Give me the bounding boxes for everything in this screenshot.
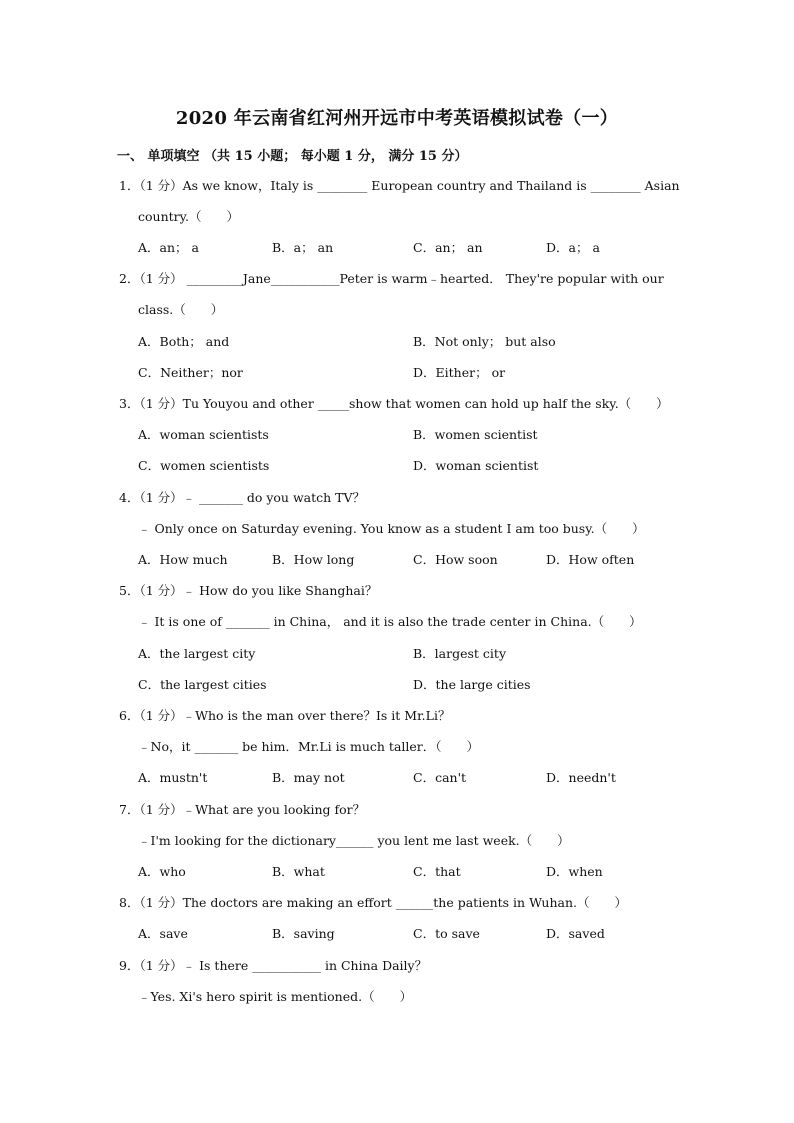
q2-option-d[interactable]: D．Either； or bbox=[413, 365, 506, 380]
question-6-line-1: 6．（1 分）﹣Who is the man over there？Is it Mr.Li？ bbox=[119, 708, 451, 723]
q7-option-b[interactable]: B．what bbox=[272, 864, 325, 879]
section-heading: 一、 单项填空 （共 15 小题； 每小题 1 分， 满分 15 分） bbox=[117, 149, 468, 164]
question-4-line-1: 4．（1 分）﹣ _______ do you watch TV？ bbox=[119, 490, 366, 505]
question-6-line-2: ﹣No，it _______ be him．Mr.Li is much taller．（ ） bbox=[138, 739, 480, 754]
question-2-line-2: class.（ ） bbox=[138, 302, 224, 317]
question-8-line-1: 8．（1 分）The doctors are making an effort ______the patients in Wuhan.（ ） bbox=[119, 895, 628, 910]
q2-option-b[interactable]: B．Not only； but also bbox=[413, 334, 556, 349]
q4-option-b[interactable]: B．How long bbox=[272, 552, 355, 567]
q2-option-a[interactable]: A．Both； and bbox=[138, 334, 230, 349]
q3-option-d[interactable]: D．woman scientist bbox=[413, 458, 539, 473]
exam-title: 2020 年云南省红河州开远市中考英语模拟试卷（一） bbox=[175, 108, 619, 129]
question-7-line-2: ﹣I'm looking for the dictionary______ you lent me last week.（ ） bbox=[138, 833, 570, 848]
q1-option-a[interactable]: A．an； a bbox=[138, 240, 199, 255]
q5-option-d[interactable]: D．the large cities bbox=[413, 677, 531, 692]
q8-option-c[interactable]: C．to save bbox=[413, 926, 480, 941]
q6-option-d[interactable]: D．needn't bbox=[546, 770, 616, 785]
q3-option-b[interactable]: B．women scientist bbox=[413, 427, 538, 442]
question-5-line-2: ﹣ It is one of _______ in China， and it is also the trade center in China.（ ） bbox=[138, 614, 642, 629]
question-5-line-1: 5．（1 分）﹣ How do you like Shanghai？ bbox=[119, 583, 378, 598]
q6-option-a[interactable]: A．mustn't bbox=[138, 770, 208, 785]
question-7-line-1: 7．（1 分）﹣What are you looking for？ bbox=[119, 802, 366, 817]
question-9-line-1: 9．（1 分）﹣ Is there ___________ in China Daily？ bbox=[119, 958, 428, 973]
question-1-line-1: 1．（1 分）As we know，Italy is ________ European country and Thailand is ________ Asian bbox=[119, 178, 680, 193]
q8-option-a[interactable]: A．save bbox=[138, 926, 188, 941]
q4-option-d[interactable]: D．How often bbox=[546, 552, 635, 567]
question-4-line-2: ﹣ Only once on Saturday evening. You know as a student I am too busy.（ ） bbox=[138, 521, 645, 536]
q7-option-d[interactable]: D．when bbox=[546, 864, 603, 879]
question-2-line-1: 2．（1 分） _________Jane___________Peter is warm﹣hearted． They're popular with our bbox=[119, 271, 664, 286]
q8-option-b[interactable]: B．saving bbox=[272, 926, 335, 941]
q1-option-c[interactable]: C．an； an bbox=[413, 240, 483, 255]
question-3-line-1: 3．（1 分）Tu Youyou and other _____show that women can hold up half the sky.（ ） bbox=[119, 396, 669, 411]
q4-option-c[interactable]: C．How soon bbox=[413, 552, 498, 567]
q4-option-a[interactable]: A．How much bbox=[138, 552, 228, 567]
q3-option-a[interactable]: A．woman scientists bbox=[138, 427, 269, 442]
q5-option-a[interactable]: A．the largest city bbox=[138, 646, 256, 661]
q6-option-c[interactable]: C．can't bbox=[413, 770, 467, 785]
q7-option-a[interactable]: A．who bbox=[138, 864, 186, 879]
q7-option-c[interactable]: C．that bbox=[413, 864, 461, 879]
q6-option-b[interactable]: B．may not bbox=[272, 770, 345, 785]
q1-option-d[interactable]: D．a； a bbox=[546, 240, 600, 255]
q8-option-d[interactable]: D．saved bbox=[546, 926, 605, 941]
q5-option-b[interactable]: B．largest city bbox=[413, 646, 507, 661]
q5-option-c[interactable]: C．the largest cities bbox=[138, 677, 267, 692]
q2-option-c[interactable]: C．Neither；nor bbox=[138, 365, 243, 380]
question-9-line-2: ﹣Yes. Xi's hero spirit is mentioned.（ ） bbox=[138, 989, 413, 1004]
q3-option-c[interactable]: C．women scientists bbox=[138, 458, 270, 473]
question-1-line-2: country.（ ） bbox=[138, 209, 240, 224]
q1-option-b[interactable]: B．a； an bbox=[272, 240, 334, 255]
